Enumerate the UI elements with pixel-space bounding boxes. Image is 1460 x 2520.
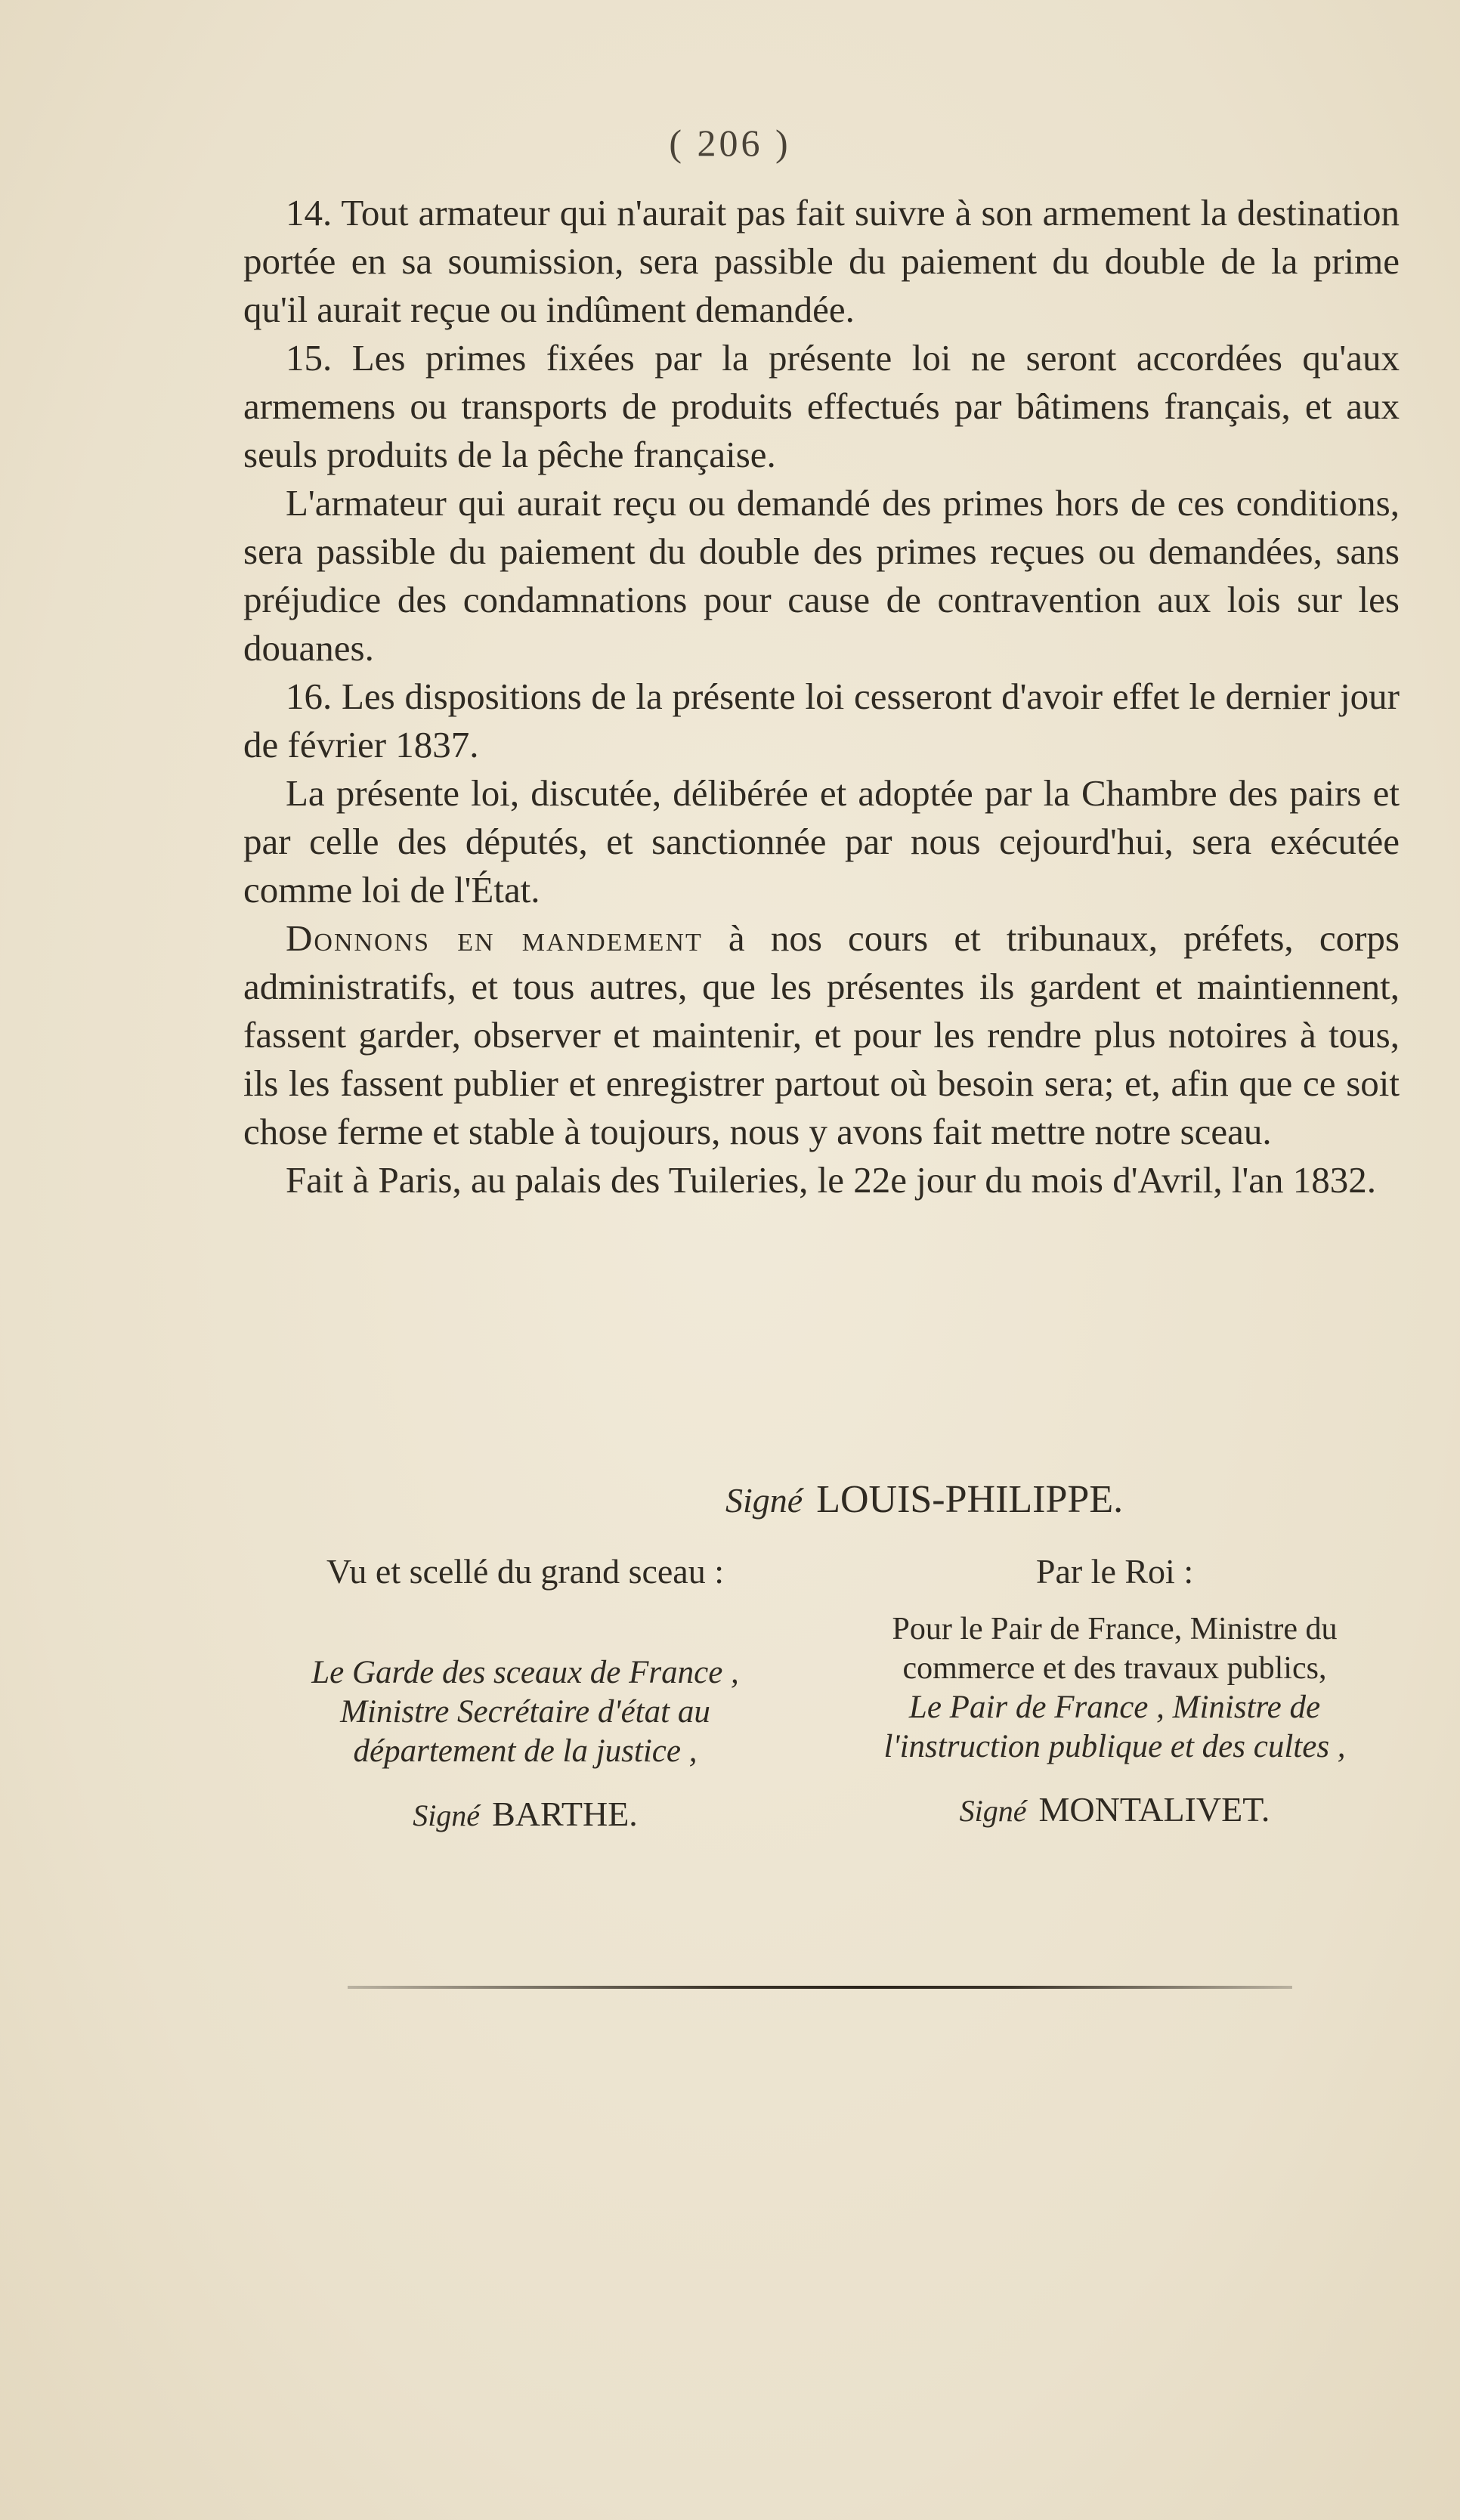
right-signatory-name: MONTALIVET. <box>1038 1790 1270 1829</box>
mandement-text: à nos cours et tribunaux, préfets, corps administratifs, et tous autres, que les présentes ils gardent et maintiennent, fassent garder, observer et maintenir, et pour les rendre plus notoires à tous, ils les fassent publier et enregistrer partout où besoin sera; et, afin que ce soit chose ferme et stable à toujours, nous y avons fait mettre notre sceau. <box>243 917 1400 1152</box>
signe-label: Signé <box>725 1481 803 1520</box>
king-name: LOUIS-PHILIPPE. <box>816 1478 1124 1521</box>
right-signature-column <box>816 1549 1413 1829</box>
left-signatory-name: BARTHE. <box>492 1795 638 1833</box>
paragraph-mandement <box>243 914 1400 1156</box>
mandement-lead: Donnons en mandement <box>286 917 703 959</box>
end-rule-divider <box>348 1986 1292 1989</box>
right-column-line4: l'instruction publique et des cultes , <box>883 1729 1346 1764</box>
paragraph-fait-a: Fait à Paris, au palais des Tuileries, le 22e jour du mois d'Avril, l'an 1832. <box>286 1159 1377 1201</box>
right-column-heading: Par le Roi : <box>1035 1552 1194 1591</box>
royal-signature <box>725 1477 1123 1522</box>
left-column-heading: Vu et scellé du grand sceau : <box>326 1552 725 1591</box>
right-signe-label: Signé <box>959 1794 1027 1828</box>
paragraph-article-15: 15. Les primes fixées par la présente loi ne seront accordées qu'aux armemens ou transports de produits effectués par bâtimens français, et aux seuls produits de la pêche française. <box>243 337 1400 475</box>
right-column-line1: Pour le Pair de France, Ministre du <box>892 1612 1338 1647</box>
right-signature <box>816 1789 1413 1829</box>
page-number: ( 206 ) <box>669 122 791 164</box>
left-column-line2: Ministre Secrétaire d'état au <box>340 1694 710 1730</box>
left-signe-label: Signé <box>413 1798 481 1832</box>
paragraph-article-14: 14. Tout armateur qui n'aurait pas fait suivre à son armement la destination portée en sa soumission, sera passible du paiement du double de la prime qu'il aurait reçue ou indûment demandée. <box>243 192 1400 330</box>
paragraph-presente-loi: La présente loi, discutée, délibérée et adoptée par la Chambre des pairs et par celle des députés, et sanctionnée par nous cejourd'hui, sera exécutée comme loi de l'État. <box>243 772 1400 911</box>
right-column-line2: commerce et des travaux publics, <box>902 1651 1327 1686</box>
left-signature <box>227 1794 824 1834</box>
left-column-line1: Le Garde des sceaux de France , <box>311 1655 739 1690</box>
paragraph-article-16: 16. Les dispositions de la présente loi cesseront d'avoir effet le dernier jour de février 1837. <box>243 676 1400 765</box>
left-signature-column <box>227 1549 824 1834</box>
paragraph-armateur: L'armateur qui aurait reçu ou demandé des primes hors de ces conditions, sera passible du paiement du double des primes reçues ou demandées, sans préjudice des condamnations pour cause de contravention aux lois sur les douanes. <box>243 482 1400 669</box>
body-text <box>243 189 1400 1204</box>
right-column-line3: Le Pair de France , Ministre de <box>908 1690 1321 1725</box>
left-column-line3: département de la justice , <box>353 1733 698 1769</box>
